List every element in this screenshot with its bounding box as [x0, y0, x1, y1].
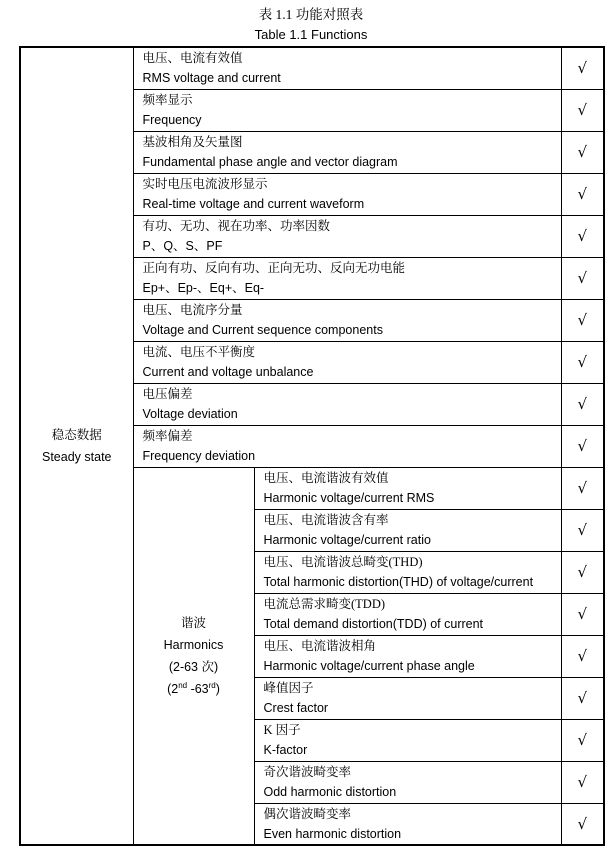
- check-cell: [561, 89, 604, 131]
- check-mark: √: [577, 563, 588, 581]
- function-label-zh: 奇次谐波畸变率: [263, 765, 352, 779]
- function-label-en: Crest factor: [263, 701, 329, 715]
- function-cell: [133, 341, 561, 383]
- function-cell: [133, 47, 561, 89]
- function-label-en: Total demand distortion(TDD) of current: [263, 617, 484, 631]
- check-mark: √: [577, 605, 588, 623]
- category-label-zh: 稳态数据: [51, 428, 102, 442]
- check-cell: [561, 803, 604, 845]
- function-cell: [254, 761, 561, 803]
- function-label-zh: 电压、电流有效值: [142, 51, 243, 66]
- function-cell: [133, 131, 561, 173]
- function-row: [20, 47, 604, 89]
- check-mark: √: [577, 521, 588, 539]
- function-label-en: Harmonic voltage/current RMS: [263, 491, 435, 505]
- function-label-zh: 电压偏差: [142, 387, 193, 401]
- table-title-en: Table 1.1 Functions: [254, 27, 368, 42]
- check-cell: [561, 551, 604, 593]
- function-label-zh: 电流总需求畸变(TDD): [263, 597, 386, 611]
- check-cell: [561, 215, 604, 257]
- function-cell: [254, 719, 561, 761]
- check-mark: √: [577, 269, 588, 287]
- function-label-en: RMS voltage and current: [142, 71, 281, 86]
- function-cell: [133, 383, 561, 425]
- check-cell: [561, 173, 604, 215]
- function-cell: [133, 89, 561, 131]
- function-cell: [133, 425, 561, 467]
- check-cell: [561, 677, 604, 719]
- check-mark: √: [577, 227, 588, 245]
- check-mark: √: [577, 479, 588, 497]
- function-label-zh: 基波相角及矢量图: [142, 135, 243, 149]
- function-cell: [133, 299, 561, 341]
- category-label-en: Steady state: [42, 450, 112, 464]
- check-mark: √: [577, 731, 588, 749]
- function-label-zh: 电压、电流谐波含有率: [263, 513, 389, 527]
- function-cell: [133, 257, 561, 299]
- function-label-en: Voltage deviation: [142, 407, 238, 421]
- harmonics-group-cell: [133, 467, 254, 845]
- check-mark: √: [577, 773, 588, 791]
- function-label-en: Ep+、Ep-、Eq+、Eq-: [142, 281, 265, 295]
- function-label-en: Real-time voltage and current waveform: [142, 197, 365, 211]
- function-label-zh: 电压、电流谐波有效值: [263, 471, 389, 485]
- function-label-en: Odd harmonic distortion: [263, 785, 397, 799]
- function-label-zh: 有功、无功、视在功率、功率因数: [142, 219, 331, 233]
- function-label-zh: 峰值因子: [263, 681, 314, 695]
- check-cell: [561, 467, 604, 509]
- function-cell: [254, 677, 561, 719]
- check-mark: √: [577, 353, 588, 371]
- function-label-en: Frequency: [142, 113, 202, 127]
- harmonics-range-zh: (2-63 次): [168, 659, 219, 674]
- check-cell: [561, 131, 604, 173]
- check-cell: [561, 635, 604, 677]
- check-mark: √: [577, 437, 588, 455]
- function-cell: [133, 215, 561, 257]
- check-cell: [561, 299, 604, 341]
- table-caption: [19, 4, 603, 45]
- harmonics-range-en: (2nd -63rd): [167, 680, 220, 696]
- check-cell: [561, 257, 604, 299]
- function-cell: [254, 551, 561, 593]
- check-cell: [561, 425, 604, 467]
- function-label-zh: K 因子: [263, 723, 301, 737]
- function-label-zh: 频率偏差: [142, 429, 193, 443]
- functions-table: [19, 46, 605, 846]
- harmonics-label-en: Harmonics: [163, 637, 224, 652]
- check-mark: √: [577, 395, 588, 413]
- function-cell: [133, 173, 561, 215]
- function-label-zh: 电压、电流谐波总畸变(THD): [263, 555, 423, 569]
- check-mark: √: [577, 689, 588, 707]
- function-label-zh: 实时电压电流波形显示: [142, 177, 268, 191]
- function-label-en: P、Q、S、PF: [142, 239, 223, 253]
- check-mark: √: [577, 311, 588, 329]
- function-label-en: Frequency deviation: [142, 449, 256, 463]
- check-mark: √: [577, 185, 588, 203]
- check-mark: √: [577, 647, 588, 665]
- function-label-en: Total harmonic distortion(THD) of voltage/current: [263, 575, 534, 589]
- function-label-en: Fundamental phase angle and vector diagram: [142, 155, 398, 169]
- function-label-zh: 电流、电压不平衡度: [142, 345, 256, 359]
- check-cell: [561, 719, 604, 761]
- check-cell: [561, 509, 604, 551]
- check-mark: √: [577, 814, 588, 833]
- function-label-zh: 电压、电流谐波相角: [263, 639, 377, 653]
- function-cell: [254, 803, 561, 845]
- function-label-en: Harmonic voltage/current phase angle: [263, 659, 475, 673]
- function-label-zh: 偶次谐波畸变率: [263, 806, 352, 821]
- function-label-zh: 频率显示: [142, 93, 193, 107]
- function-label-en: Voltage and Current sequence components: [142, 323, 383, 337]
- check-cell: [561, 341, 604, 383]
- check-cell: [561, 593, 604, 635]
- check-mark: √: [577, 143, 588, 161]
- function-label-zh: 电压、电流序分量: [142, 303, 243, 317]
- check-cell: [561, 47, 604, 89]
- check-cell: [561, 383, 604, 425]
- harmonics-label-zh: 谐波: [180, 615, 206, 630]
- function-label-en: K-factor: [263, 743, 308, 757]
- check-mark: √: [577, 101, 588, 119]
- function-label-en: Even harmonic distortion: [263, 826, 402, 841]
- function-cell: [254, 467, 561, 509]
- function-cell: [254, 509, 561, 551]
- check-mark: √: [577, 59, 588, 78]
- function-cell: [254, 593, 561, 635]
- function-label-en: Current and voltage unbalance: [142, 365, 314, 379]
- category-cell: [20, 47, 133, 845]
- function-cell: [254, 635, 561, 677]
- function-label-zh: 正向有功、反向有功、正向无功、反向无功电能: [142, 261, 406, 275]
- function-label-en: Harmonic voltage/current ratio: [263, 533, 431, 547]
- table-title-zh: 表 1.1 功能对照表: [258, 7, 364, 22]
- check-cell: [561, 761, 604, 803]
